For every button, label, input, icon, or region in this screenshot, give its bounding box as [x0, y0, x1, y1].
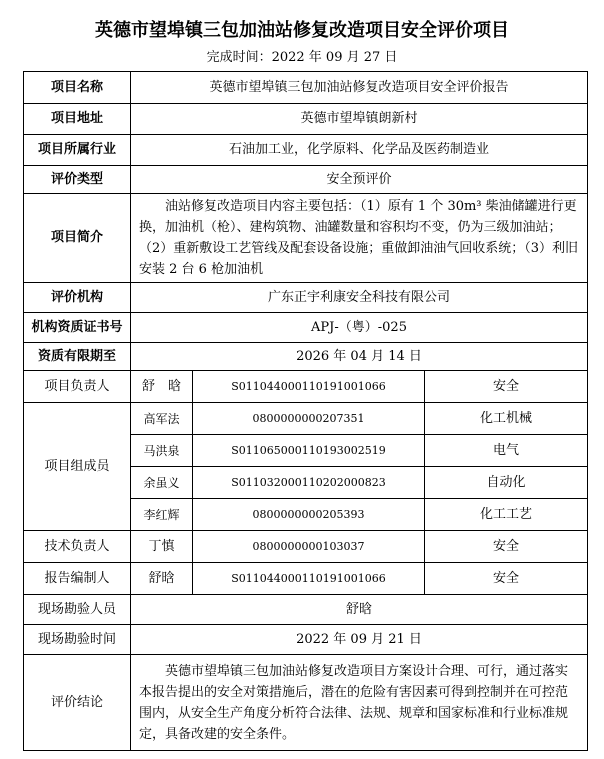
agency-value: 广东正宇利康安全科技有限公司: [131, 283, 588, 313]
site-survey-time-value: 2022 年 09 月 21 日: [131, 625, 588, 655]
tech-leader-label: 技术负责人: [24, 531, 131, 563]
site-survey-time-label: 现场勘验时间: [24, 625, 131, 655]
team-member-cert: S011065000110193002519: [193, 435, 425, 467]
valid-until-label: 资质有限期至: [24, 343, 131, 371]
team-members-label: 项目组成员: [24, 403, 131, 531]
row-report-writer: [24, 563, 588, 595]
project-leader-cert: S011044000110191001066: [193, 371, 425, 403]
site-survey-people-label: 现场勘验人员: [24, 595, 131, 625]
agency-label: 评价机构: [24, 283, 131, 313]
row-project-address: [24, 104, 588, 135]
conclusion-label: 评价结论: [24, 655, 131, 751]
row-project-leader: [24, 371, 588, 403]
team-member-cert: 0800000000207351: [193, 403, 425, 435]
report-writer-field: 安全: [425, 563, 588, 595]
team-member-name: 李红辉: [131, 499, 193, 531]
row-valid-until: [24, 343, 588, 371]
project-address-value: 英德市望埠镇朗新村: [131, 104, 588, 135]
site-survey-people-value: 舒晗: [131, 595, 588, 625]
team-member-field: 化工机械: [425, 403, 588, 435]
tech-leader-field: 安全: [425, 531, 588, 563]
row-cert-no: [24, 313, 588, 343]
team-member-name: 余虽义: [131, 467, 193, 499]
report-writer-label: 报告编制人: [24, 563, 131, 595]
row-conclusion: [24, 655, 588, 751]
project-name-label: 项目名称: [24, 72, 131, 104]
conclusion-value: 英德市望埠镇三包加油站修复改造项目方案设计合理、可行，通过落实本报告提出的安全对策措施后，潜在的危险有害因素可得到控制并在可控范围内，从安全生产角度分析符合法律、法规、规章和国家标准和行业标准规定，具备改建的安全条件。: [131, 655, 588, 751]
summary-label: 项目简介: [24, 194, 131, 283]
evaluation-table: [23, 71, 588, 751]
tech-leader-cert: 0800000000103037: [193, 531, 425, 563]
industry-value: 石油加工业，化学原料、化学品及医药制造业: [131, 135, 588, 166]
report-writer-name: 舒晗: [131, 563, 193, 595]
project-leader-field: 安全: [425, 371, 588, 403]
team-member-row: [24, 403, 588, 435]
row-agency: [24, 283, 588, 313]
team-member-field: 化工工艺: [425, 499, 588, 531]
row-summary: [24, 194, 588, 283]
row-eval-type: [24, 166, 588, 194]
row-site-survey-time: [24, 625, 588, 655]
row-site-survey-people: [24, 595, 588, 625]
summary-value: 油站修复改造项目内容主要包括：（1）原有 1 个 30m³ 柴油储罐进行更换，加油机（枪）、建构筑物、油罐数量和容积均不变，仍为三级加油站；（2）重新敷设工艺管线及配套设备设施；重做卸油油气回收系统；（3）利旧安装 2 台 6 枪加油机: [131, 194, 588, 283]
project-name-value: 英德市望埠镇三包加油站修复改造项目安全评价报告: [131, 72, 588, 104]
tech-leader-name: 丁慎: [131, 531, 193, 563]
cert-no-value: APJ-（粤）-025: [131, 313, 588, 343]
project-leader-name: 舒 晗: [131, 371, 193, 403]
row-tech-leader: [24, 531, 588, 563]
cert-no-label: 机构资质证书号: [24, 313, 131, 343]
project-leader-label: 项目负责人: [24, 371, 131, 403]
industry-label: 项目所属行业: [24, 135, 131, 166]
team-member-cert: S011032000110202000823: [193, 467, 425, 499]
project-address-label: 项目地址: [24, 104, 131, 135]
row-project-name: [24, 72, 588, 104]
team-member-field: 自动化: [425, 467, 588, 499]
valid-until-value: 2026 年 04 月 14 日: [131, 343, 588, 371]
eval-type-label: 评价类型: [24, 166, 131, 194]
team-member-name: 高军法: [131, 403, 193, 435]
team-member-name: 马洪泉: [131, 435, 193, 467]
row-industry: [24, 135, 588, 166]
completion-date: 完成时间：2022 年 09 月 27 日: [206, 50, 398, 65]
team-member-cert: 0800000000205393: [193, 499, 425, 531]
team-member-field: 电气: [425, 435, 588, 467]
report-writer-cert: S011044000110191001066: [193, 563, 425, 595]
document-title: 英德市望埠镇三包加油站修复改造项目安全评价项目: [95, 20, 509, 41]
eval-type-value: 安全预评价: [131, 166, 588, 194]
